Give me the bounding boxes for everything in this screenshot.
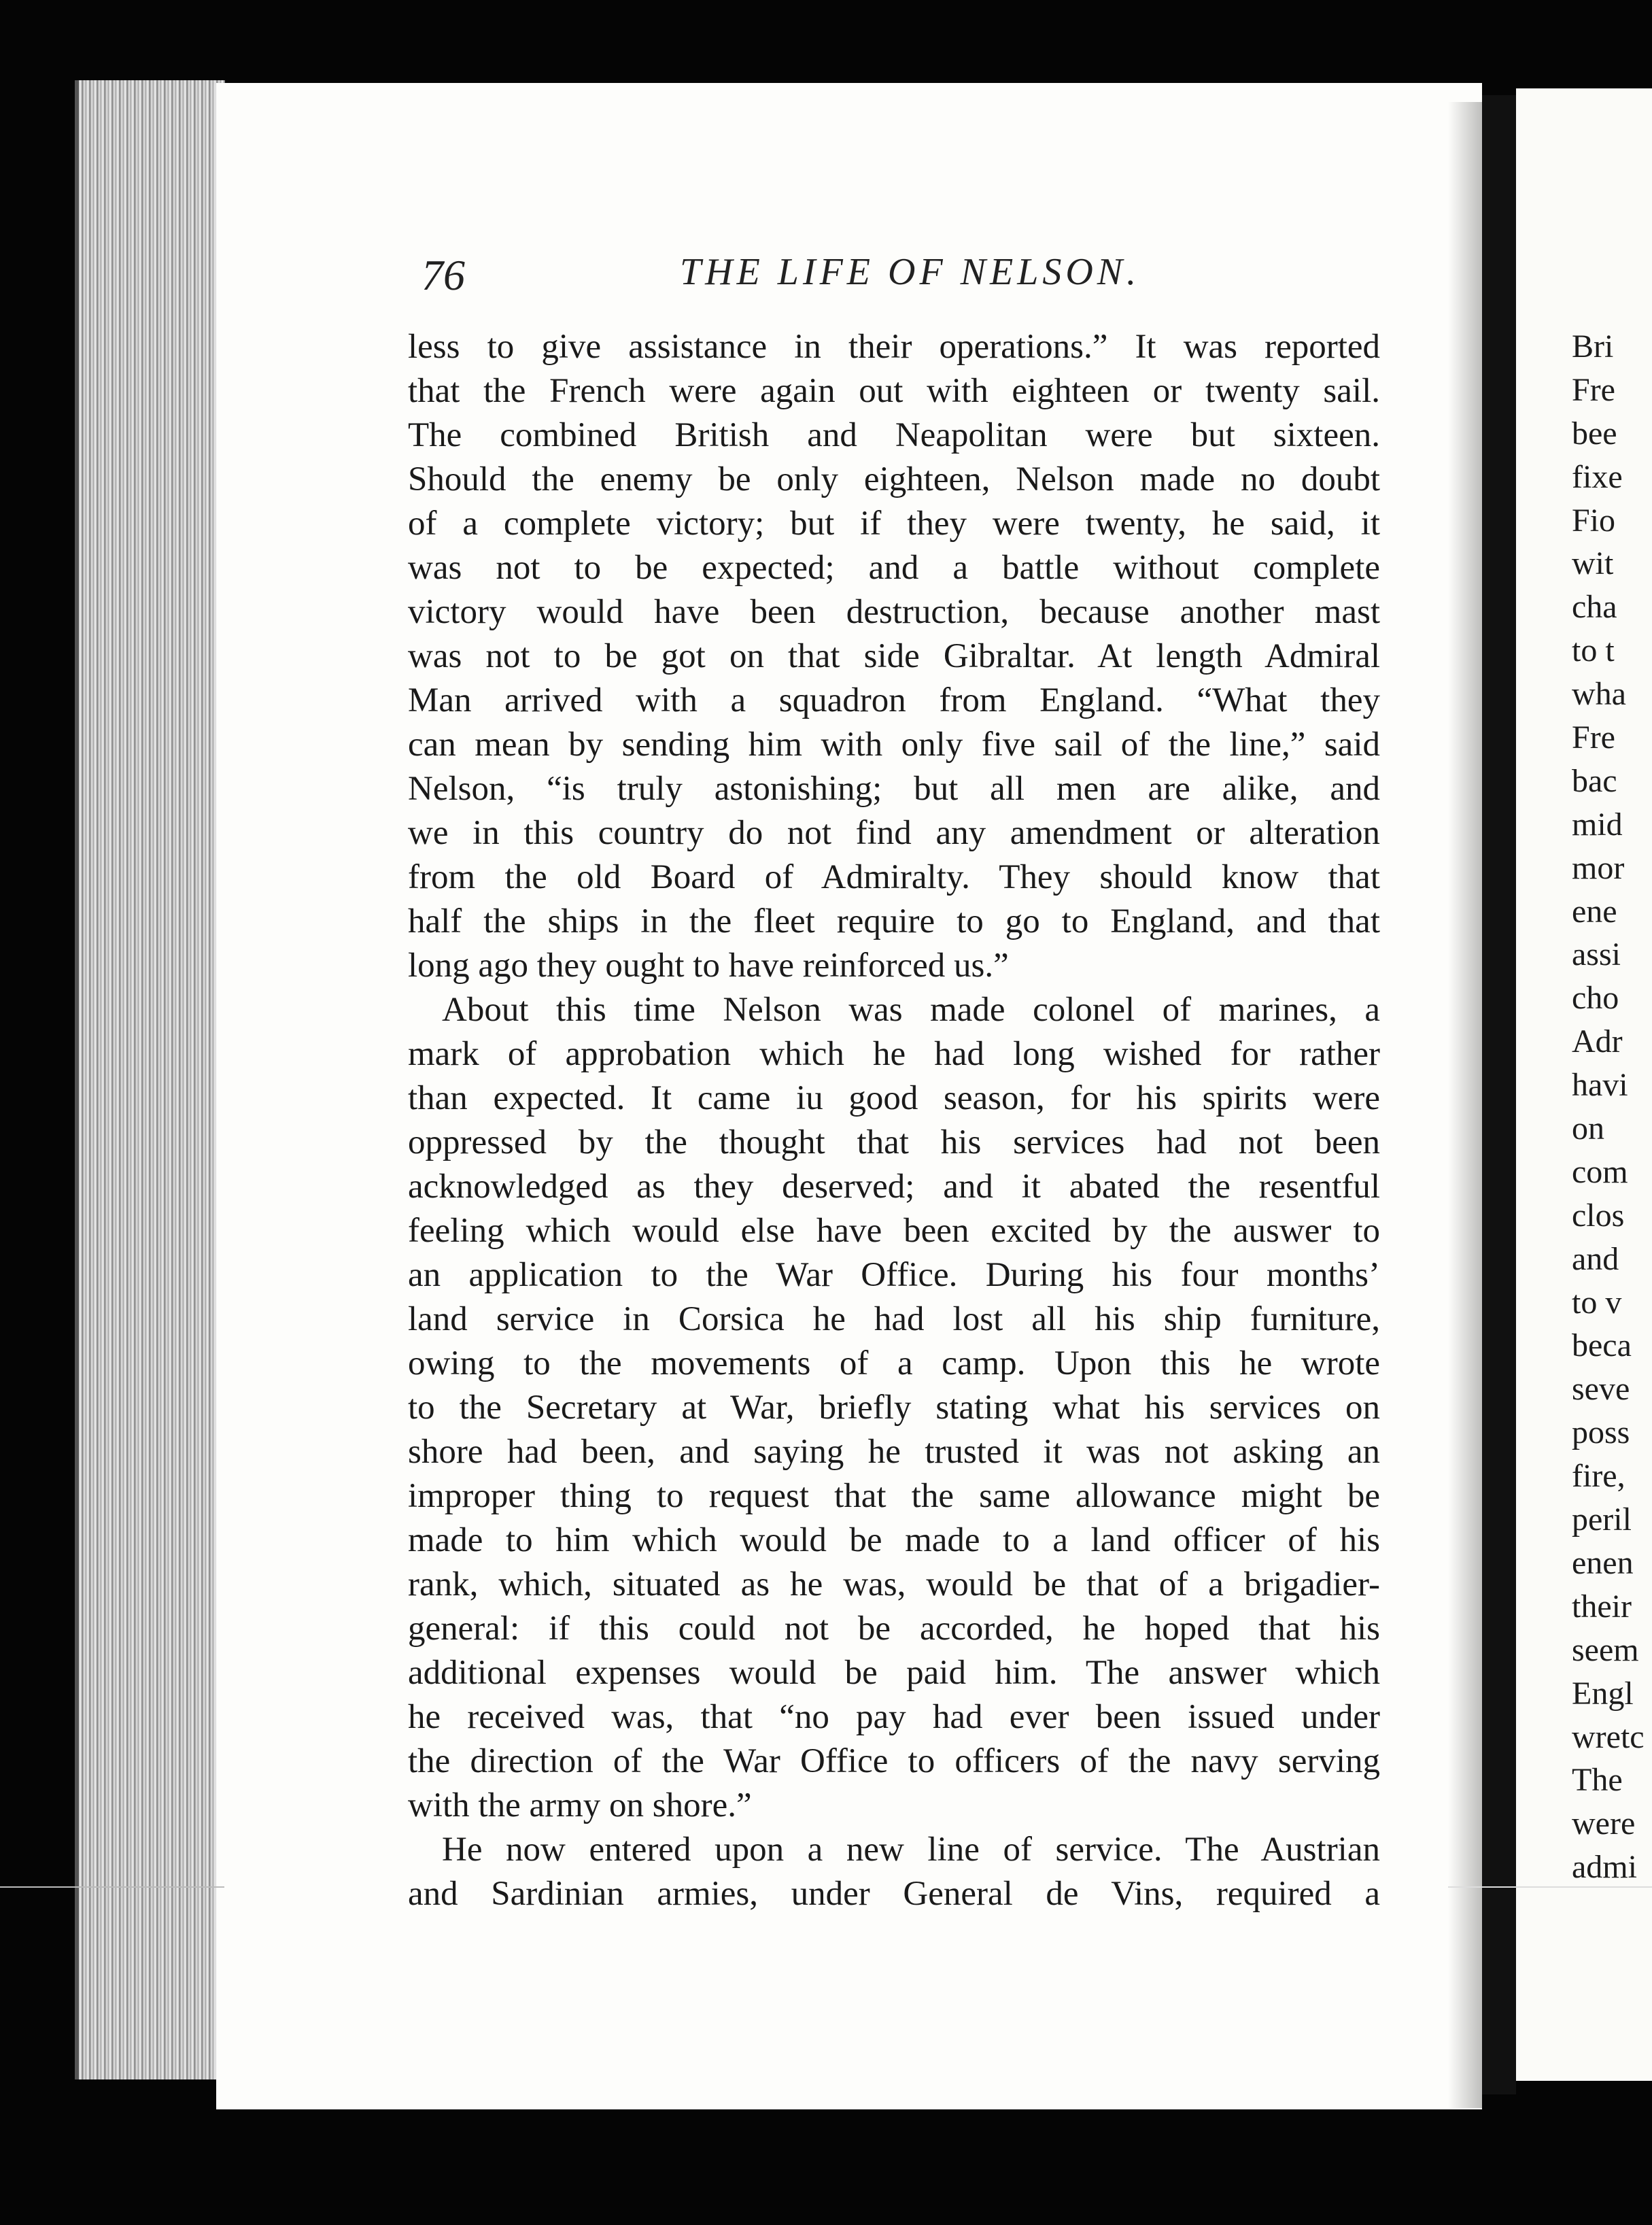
right-page-fragment: to t — [1572, 632, 1615, 669]
page-number: 76 — [421, 251, 465, 299]
running-header — [421, 250, 1360, 311]
body-text — [408, 325, 1380, 1916]
text-line: an application to the War Office. During his four months’ — [408, 1256, 1380, 1294]
right-page-fragment: havi — [1572, 1067, 1628, 1104]
text-line: feeling which would else have been excited by the auswer to — [408, 1212, 1380, 1250]
right-page-fragment: clos — [1572, 1197, 1625, 1234]
right-page-fragment: Bri — [1572, 328, 1614, 364]
text-line: from the old Board of Admiralty. They should know that — [408, 858, 1380, 896]
right-page-fragment: Fre — [1572, 371, 1615, 408]
right-page-fragment: bac — [1572, 762, 1617, 799]
right-page-fragment: The — [1572, 1762, 1623, 1799]
text-line: rank, which, situated as he was, would be that of a brigadier- — [408, 1565, 1380, 1603]
text-line: mark of approbation which he had long wished for rather — [408, 1035, 1380, 1073]
right-page-fragment: Adr — [1572, 1023, 1623, 1060]
right-page-fragment: peril — [1572, 1501, 1632, 1538]
text-line: the direction of the War Office to officers of the navy serving — [408, 1742, 1380, 1780]
right-page-fragment: fixe — [1572, 458, 1623, 495]
right-page-fragment: on — [1572, 1110, 1604, 1147]
right-page-fragment: mor — [1572, 849, 1625, 886]
text-line: land service in Corsica he had lost all his ship furniture, — [408, 1300, 1380, 1338]
text-line: Man arrived with a squadron from England. “What they — [408, 681, 1380, 719]
right-page-fragment: com — [1572, 1153, 1628, 1190]
text-line: we in this country do not find any amendment or alteration — [408, 814, 1380, 852]
right-page-fragment: Engl — [1572, 1675, 1634, 1712]
right-page-text — [1572, 325, 1652, 1889]
right-page-fragment: ene — [1572, 893, 1617, 930]
text-line: can mean by sending him with only five sail of the line,” said — [408, 726, 1380, 764]
right-page-fragment: bee — [1572, 415, 1617, 452]
text-line: than expected. It came iu good season, for his spirits were — [408, 1079, 1380, 1117]
right-page-fragment: seem — [1572, 1631, 1639, 1668]
right-page-fragment: Fre — [1572, 719, 1615, 756]
right-page-fragment: to v — [1572, 1284, 1622, 1321]
text-line: was not to be expected; and a battle without complete — [408, 549, 1380, 587]
right-page-fragment: mid — [1572, 806, 1623, 843]
text-line: Nelson, “is truly astonishing; but all men are alike, and — [408, 770, 1380, 808]
text-line: Should the enemy be only eighteen, Nelson made no doubt — [408, 460, 1380, 498]
right-page-fragment: beca — [1572, 1327, 1632, 1364]
right-page-fragment: enen — [1572, 1544, 1634, 1581]
paragraph-first-line: About this time Nelson was made colonel of marines, a — [442, 991, 1380, 1029]
text-line: half the ships in the fleet require to go to England, and that — [408, 902, 1380, 940]
text-line: oppressed by the thought that his services had not been — [408, 1123, 1380, 1161]
right-page-fragment: assi — [1572, 936, 1621, 973]
right-page-fragment: were — [1572, 1805, 1636, 1842]
page-edges — [75, 80, 225, 2079]
right-page-fragment: fire, — [1572, 1458, 1625, 1495]
text-line: owing to the movements of a camp. Upon this he wrote — [408, 1344, 1380, 1382]
text-line: with the army on shore.” — [408, 1786, 752, 1824]
right-page-fragment: poss — [1572, 1414, 1630, 1451]
text-line: less to give assistance in their operations.” It was reported — [408, 328, 1380, 366]
right-page-fragment: admi — [1572, 1849, 1637, 1886]
text-line: shore had been, and saying he trusted it was not asking an — [408, 1433, 1380, 1471]
text-line: long ago they ought to have reinforced us.” — [408, 947, 1009, 985]
text-line: additional expenses would be paid him. The answer which — [408, 1654, 1380, 1692]
text-line: of a complete victory; but if they were twenty, he said, it — [408, 505, 1380, 543]
scan-artifact-line — [0, 1886, 224, 1888]
paragraph-first-line: He now entered upon a new line of service. The Austrian — [442, 1831, 1380, 1869]
right-page-fragment: Fio — [1572, 502, 1616, 539]
book-spine — [1482, 95, 1516, 2094]
text-line: to the Secretary at War, briefly stating what his services on — [408, 1389, 1380, 1427]
right-page-fragment: wit — [1572, 545, 1614, 582]
right-page-fragment: and — [1572, 1240, 1619, 1277]
text-line: general: if this could not be accorded, he hoped that his — [408, 1610, 1380, 1648]
right-page-fragment: cho — [1572, 980, 1619, 1017]
text-line: improper thing to request that the same allowance might be — [408, 1477, 1380, 1515]
text-line: he received was, that “no pay had ever been issued under — [408, 1698, 1380, 1736]
text-line: victory would have been destruction, because another mast — [408, 593, 1380, 631]
right-page-fragment: wha — [1572, 676, 1626, 713]
text-line: The combined British and Neapolitan were but sixteen. — [408, 416, 1380, 454]
right-page-fragment: wretc — [1572, 1718, 1645, 1755]
text-line: and Sardinian armies, under General de Vins, required a — [408, 1875, 1380, 1913]
text-line: that the French were again out with eighteen or twenty sail. — [408, 372, 1380, 410]
running-title: THE LIFE OF NELSON. — [680, 251, 1141, 293]
text-line: acknowledged as they deserved; and it abated the resentful — [408, 1168, 1380, 1206]
text-line: was not to be got on that side Gibraltar. At length Admiral — [408, 637, 1380, 675]
right-page-fragment: seve — [1572, 1371, 1630, 1408]
right-page-fragment: their — [1572, 1588, 1632, 1625]
gutter-shadow — [1448, 102, 1482, 2108]
text-line: made to him which would be made to a land officer of his — [408, 1521, 1380, 1559]
right-page-fragment: cha — [1572, 589, 1617, 626]
